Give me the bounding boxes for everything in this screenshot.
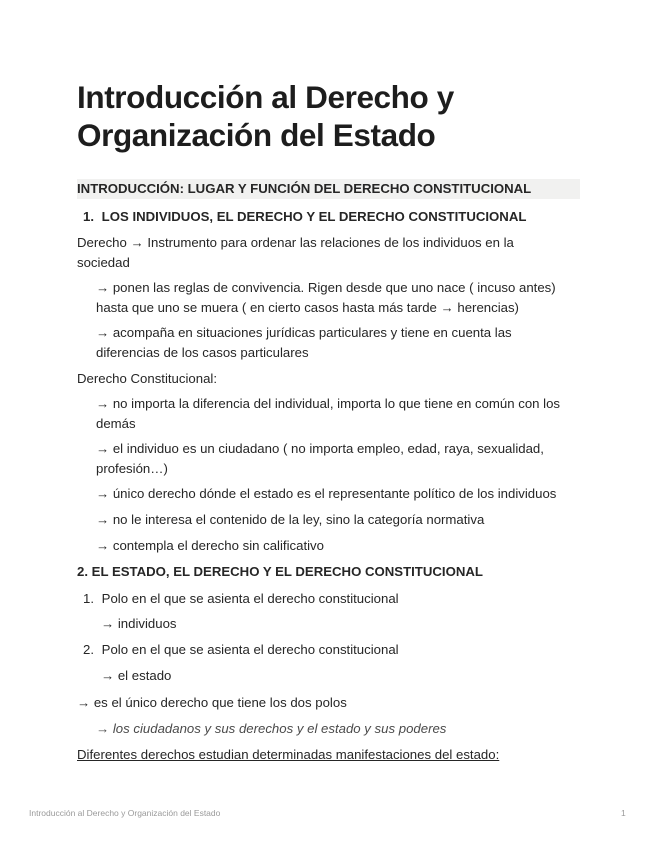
page-title bbox=[77, 78, 580, 154]
dc-point-1-line2: demás bbox=[96, 416, 136, 431]
dc-point-3: → único derecho dónde el estado es el representante político de los individuos bbox=[96, 486, 557, 501]
page-number: 1 bbox=[621, 808, 626, 818]
paragraph-derecho-line1: Derecho → Instrumento para ordenar las relaciones de los individuos en la bbox=[77, 235, 514, 250]
italic-quote-line: → los ciudadanos y sus derechos y el estado y sus poderes bbox=[96, 721, 447, 736]
numbered-item-pole-2 bbox=[83, 640, 399, 660]
paragraph-unique-two-poles: → es el único derecho que tiene los dos polos bbox=[77, 695, 347, 710]
section-heading-2: 2. EL ESTADO, EL DERECHO Y EL DERECHO CONSTITUCIONAL bbox=[77, 564, 483, 579]
dc-point-2-line1: → el individuo es un ciudadano ( no importa empleo, edad, raya, sexualidad, bbox=[96, 441, 544, 456]
sub-paragraph-1-line1: → ponen las reglas de convivencia. Rigen desde que uno nace ( incuso antes) bbox=[96, 280, 556, 295]
numbered-item-pole-1 bbox=[83, 589, 399, 609]
list-number: 1. bbox=[83, 209, 94, 224]
section-heading-intro: INTRODUCCIÓN: LUGAR Y FUNCIÓN DEL DERECHO CONSTITUCIONAL bbox=[77, 179, 580, 199]
paragraph-derecho-line2: sociedad bbox=[77, 255, 130, 270]
pole-2-sub: → el estado bbox=[101, 668, 172, 683]
sub-paragraph-1-line2: hasta que uno se muera ( en cierto casos hasta más tarde → herencias) bbox=[96, 300, 519, 315]
title-line-2: Organización del Estado bbox=[77, 117, 436, 153]
pole-1-sub: → individuos bbox=[101, 616, 177, 631]
underlined-paragraph: Diferentes derechos estudian determinadas manifestaciones del estado: bbox=[77, 747, 500, 762]
list-text: Polo en el que se asienta el derecho constitucional bbox=[101, 591, 399, 606]
sub-paragraph-2-line2: diferencias de los casos particulares bbox=[96, 345, 309, 360]
dc-point-5: → contempla el derecho sin calificativo bbox=[96, 538, 324, 553]
sub-paragraph-2-line1: → acompaña en situaciones jurídicas particulares y tiene en cuenta las bbox=[96, 325, 512, 340]
numbered-heading-1 bbox=[83, 207, 526, 227]
page-footer-title: Introducción al Derecho y Organización del Estado bbox=[29, 808, 221, 818]
dc-point-2-line2: profesión…) bbox=[96, 461, 168, 476]
title-line-1: Introducción al Derecho y bbox=[77, 79, 454, 115]
paragraph-derecho-constitucional: Derecho Constitucional: bbox=[77, 371, 218, 386]
list-text: Polo en el que se asienta el derecho constitucional bbox=[101, 642, 399, 657]
dc-point-4: → no le interesa el contenido de la ley, sino la categoría normativa bbox=[96, 512, 485, 527]
list-text: LOS INDIVIDUOS, EL DERECHO Y EL DERECHO CONSTITUCIONAL bbox=[101, 209, 527, 224]
list-number: 2. bbox=[83, 642, 94, 657]
list-number: 1. bbox=[83, 591, 94, 606]
dc-point-1-line1: → no importa la diferencia del individual, importa lo que tiene en común con los bbox=[96, 396, 561, 411]
